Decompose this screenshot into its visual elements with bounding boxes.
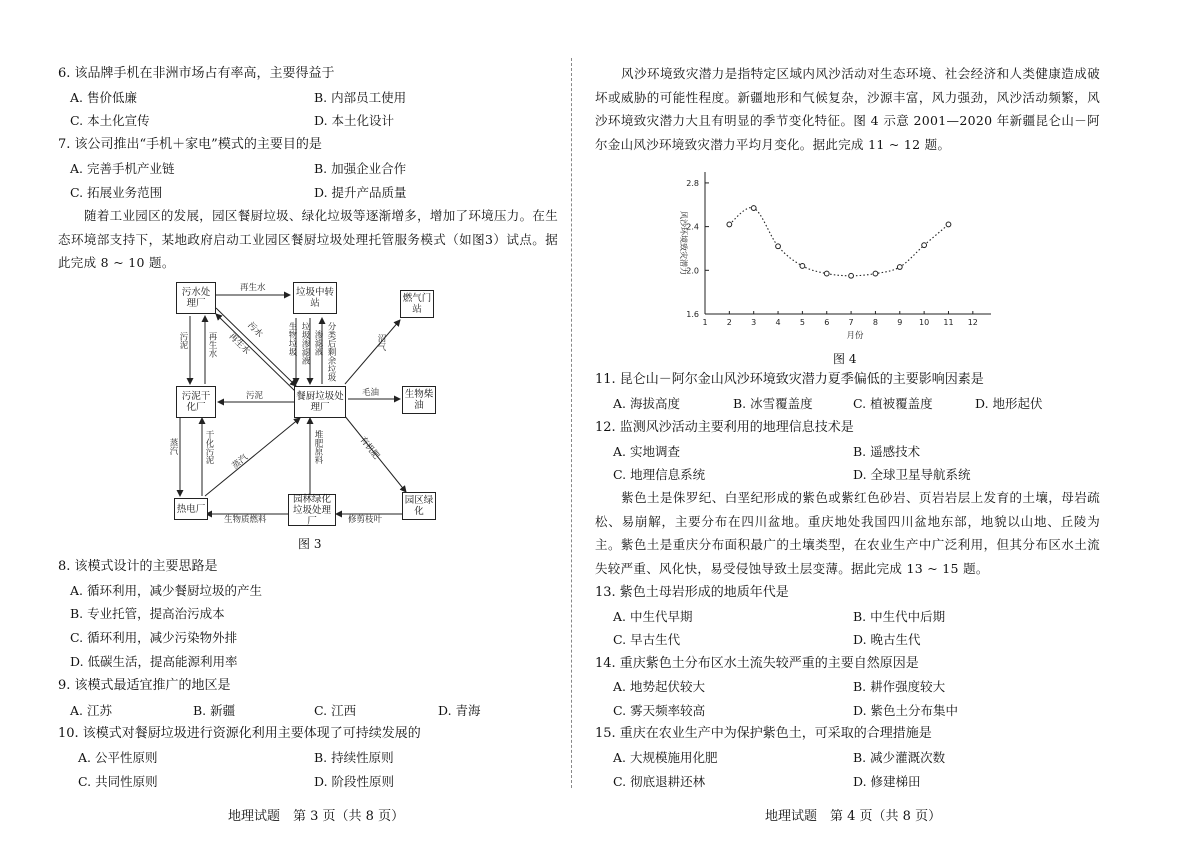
intro-13-15-text: 紫色土是侏罗纪、白垩纪形成的紫色或紫红色砂岩、页岩岩层上发育的土壤，母岩疏松、易崩解，主要分布在四川盆地。重庆地处我国四川盆地东部，地貌以山地、丘陵为主。紫色土是重庆分布面积最广的土壤类型，在农业生产中广泛利用，但其分布区水土流失较严重、风化快，易受侵蚀导致土层变薄。据此完成 13 ~ 15 题。: [595, 490, 1100, 576]
label-compost: 堆肥原料: [313, 430, 323, 464]
q8-option-b: B. 专业托管，提高治污成本: [70, 606, 225, 621]
label-bio-garbage: 生物垃圾: [287, 322, 297, 356]
q7-option-a: A. 完善手机产业链: [70, 161, 175, 176]
q6-option-d: D. 本土化设计: [314, 113, 395, 128]
q7-option-b: B. 加强企业合作: [314, 161, 407, 176]
right-page: [585, 0, 1200, 868]
q15-stem: 15. 重庆在农业生产中为保护紫色土，可采取的合理措施是: [595, 726, 932, 741]
data-point: [897, 265, 902, 270]
data-point: [800, 264, 805, 269]
y-tick-label: 1.6: [686, 310, 699, 319]
label-steam: 蒸汽: [168, 438, 178, 455]
x-tick-label: 7: [848, 318, 854, 327]
q6-option-a: A. 售价低廉: [70, 90, 137, 105]
label-biomass-fuel: 生物质燃料: [224, 515, 267, 525]
q14-option-a: A. 地势起伏较大: [613, 679, 705, 694]
q6-option-b: B. 内部员工使用: [314, 90, 407, 105]
label-sludge-vertical: 污泥: [178, 332, 188, 349]
q10-option-c: C. 共同性原则: [78, 774, 158, 789]
x-axis-label: 月份: [846, 331, 864, 341]
intro-8-10: [58, 204, 558, 275]
figure-3-diagram: [160, 278, 460, 528]
q7-option-c: C. 拓展业务范围: [70, 185, 163, 200]
box-kitchen-waste-plant: 餐厨垃圾处理厂: [294, 386, 346, 418]
intro-11-12-text: 风沙环境致灾潜力是指特定区域内风沙活动对生态环境、社会经济和人类健康造成破坏或威胁的可能性程度。新疆地形和气候复杂，沙源丰富，风力强劲，风沙活动频繁，风沙环境致灾潜力大且有明显的季节变化特征。图 4 示意 2001—2020 年新疆昆仑山－阿尔金山风沙环境致灾潜力平均月变化。据此完成 11 ~ 12 题。: [595, 66, 1100, 152]
x-tick-label: 5: [799, 318, 805, 327]
box-transfer-station: 垃圾中转站: [293, 282, 337, 314]
figure-4-chart: [665, 160, 1005, 345]
q14-stem: 14. 重庆紫色土分布区水土流失较严重的主要自然原因是: [595, 656, 919, 671]
q12-option-c: C. 地理信息系统: [613, 467, 706, 482]
label-steam-2: 蒸汽: [230, 452, 250, 472]
q12-stem: 12. 监测风沙活动主要利用的地理信息技术是: [595, 420, 854, 435]
y-tick-label: 2.4: [686, 222, 699, 232]
q13-stem: 13. 紫色土母岩形成的地质年代是: [595, 585, 789, 600]
q9-option-d: D. 青海: [438, 703, 481, 718]
q13-option-a: A. 中生代早期: [613, 609, 693, 624]
y-tick-label: 2.0: [686, 266, 699, 276]
q7-stem: 7. 该公司推出“手机＋家电”模式的主要目的是: [58, 137, 322, 152]
q13-option-b: B. 中生代中后期: [853, 609, 946, 624]
label-biogas: 沼气: [376, 334, 386, 351]
box-power-plant: 热电厂: [174, 498, 208, 520]
y-axis-label: 风沙环境致灾潜力: [679, 211, 688, 275]
box-green-waste-plant: 园林绿化垃圾处理厂: [288, 494, 336, 526]
x-tick-label: 1: [702, 318, 708, 327]
q13-option-d: D. 晚古生代: [853, 632, 921, 647]
left-footer: 地理试题 第 3 页（共 8 页）: [228, 809, 405, 824]
figure-4-caption: 图 4: [833, 352, 857, 366]
label-reclaimed-diag: 再生水: [226, 331, 252, 357]
x-tick-label: 4: [775, 318, 781, 327]
q14-option-c: C. 雾天频率较高: [613, 703, 706, 718]
q6-option-c: C. 本土化宣传: [70, 113, 150, 128]
q7-option-d: D. 提升产品质量: [314, 185, 407, 200]
x-tick-label: 12: [967, 318, 978, 327]
label-sludge-horizontal: 污泥: [246, 391, 264, 401]
label-pruning: 修剪枝叶: [348, 515, 383, 525]
x-tick-label: 8: [872, 318, 878, 327]
q10-option-a: A. 公平性原则: [78, 750, 158, 765]
q14-option-b: B. 耕作强度较大: [853, 679, 946, 694]
q12-option-d: D. 全球卫星导航系统: [853, 467, 971, 482]
label-leachate-garbage: 垃圾渗滤液: [300, 322, 310, 365]
q14-option-d: D. 紫色土分布集中: [853, 703, 959, 718]
q9-option-c: C. 江西: [314, 703, 357, 718]
q8-option-d: D. 低碳生活，提高能源利用率: [70, 654, 238, 669]
label-leachate: 渗滤液: [313, 330, 323, 356]
label-reclaimed-vertical: 再生水: [207, 332, 217, 358]
data-point: [751, 206, 756, 211]
q15-option-b: B. 减少灌溉次数: [853, 750, 946, 765]
q15-option-d: D. 修建梯田: [853, 774, 921, 789]
q12-option-b: B. 遥感技术: [853, 444, 921, 459]
label-reclaimed-water: 再生水: [240, 283, 266, 293]
q9-option-a: A. 江苏: [70, 703, 112, 718]
box-gas-station: 燃气门站: [400, 290, 434, 318]
q15-option-c: C. 彻底退耕还林: [613, 774, 706, 789]
q8-option-c: C. 循环利用，减少污染物外排: [70, 630, 238, 645]
q11-stem: 11. 昆仑山－阿尔金山风沙环境致灾潜力夏季偏低的主要影响因素是: [595, 372, 984, 387]
q6-stem: 6. 该品牌手机在非洲市场占有率高，主要得益于: [58, 66, 335, 81]
intro-13-15: [595, 486, 1100, 580]
q11-option-b: B. 冰雪覆盖度: [733, 396, 813, 411]
x-tick-label: 2: [726, 318, 732, 327]
x-tick-label: 6: [824, 318, 830, 327]
data-point: [873, 271, 878, 276]
label-dried-sludge: 干化污泥: [204, 430, 214, 464]
q10-option-b: B. 持续性原则: [314, 750, 394, 765]
label-sewage-diag: 污水: [245, 320, 265, 340]
q11-option-c: C. 植被覆盖度: [853, 396, 933, 411]
x-tick-label: 10: [919, 318, 930, 327]
left-page: [0, 0, 580, 868]
q11-option-a: A. 海拔高度: [613, 396, 680, 411]
box-sewage-plant: 污水处理厂: [176, 282, 216, 314]
q9-option-b: B. 新疆: [193, 703, 236, 718]
data-point: [849, 273, 854, 278]
figure-3-caption: 图 3: [298, 537, 322, 551]
y-tick-label: 2.8: [686, 178, 699, 188]
q15-option-a: A. 大规模施用化肥: [613, 750, 718, 765]
data-point: [776, 244, 781, 249]
q9-stem: 9. 该模式最适宜推广的地区是: [58, 678, 231, 693]
data-point: [824, 271, 829, 276]
label-sorted-garbage: 分类后剩余垃圾: [326, 322, 336, 382]
q13-option-c: C. 早古生代: [613, 632, 681, 647]
x-tick-label: 9: [897, 318, 903, 327]
box-park-greening: 园区绿化: [402, 492, 436, 520]
q8-stem: 8. 该模式设计的主要思路是: [58, 559, 218, 574]
intro-11-12: [595, 62, 1100, 156]
x-tick-label: 11: [943, 318, 954, 327]
box-sludge-drying: 污泥干化厂: [176, 386, 216, 418]
box-biodiesel: 生物柴油: [402, 386, 436, 414]
q10-stem: 10. 该模式对餐厨垃圾进行资源化利用主要体现了可持续发展的: [58, 726, 421, 741]
intro-8-10-text: 随着工业园区的发展，园区餐厨垃圾、绿化垃圾等逐渐增多，增加了环境压力。在生态环境部支持下，某地政府启动工业园区餐厨垃圾处理托管服务模式（如图3）试点。据此完成 8 ~ 10 题。: [58, 208, 558, 270]
series-line: [729, 208, 948, 276]
q12-option-a: A. 实地调查: [613, 444, 680, 459]
data-point: [727, 222, 732, 227]
q8-option-a: A. 循环利用，减少餐厨垃圾的产生: [70, 583, 262, 598]
label-crude-oil: 毛油: [362, 388, 380, 398]
q11-option-d: D. 地形起伏: [975, 396, 1043, 411]
label-organic-fertilizer: 有机肥: [357, 435, 381, 462]
x-tick-label: 3: [751, 318, 757, 327]
data-point: [922, 243, 927, 248]
data-point: [946, 222, 951, 227]
q10-option-d: D. 阶段性原则: [314, 774, 395, 789]
right-footer: 地理试题 第 4 页（共 8 页）: [765, 809, 942, 824]
